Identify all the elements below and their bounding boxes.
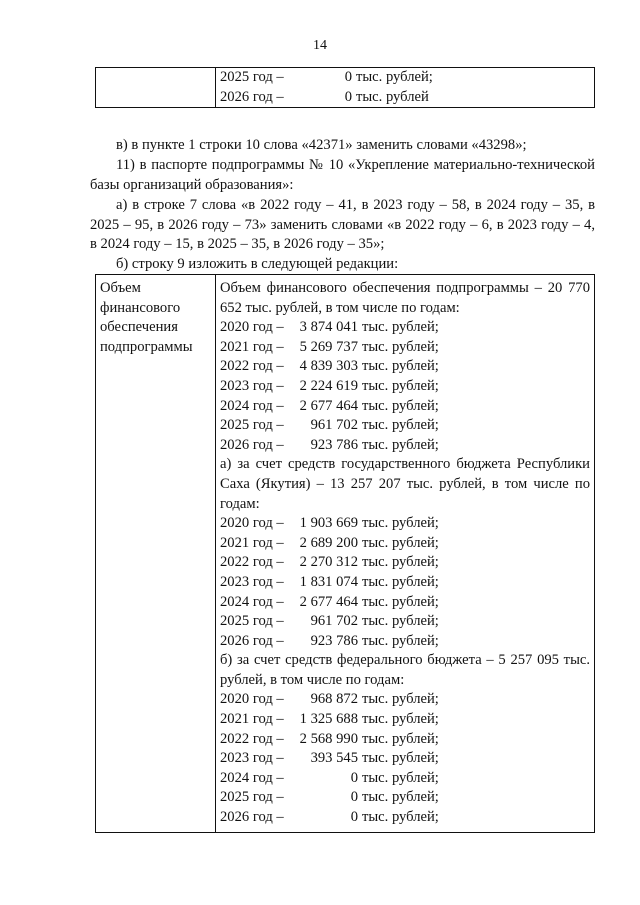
- unit: тыс. рублей;: [362, 613, 439, 630]
- year-row: [220, 534, 590, 554]
- amount: 1 831 074: [299, 573, 358, 590]
- amount: 2 224 619: [299, 377, 358, 394]
- year-row: [220, 730, 590, 750]
- unit: тыс. рублей;: [362, 397, 439, 414]
- unit: тыс. рублей: [356, 88, 429, 105]
- year-row: [220, 749, 590, 769]
- unit: тыс. рублей;: [362, 417, 439, 434]
- year-row: [220, 514, 590, 534]
- amount: 0: [350, 769, 358, 786]
- unit: тыс. рублей;: [362, 769, 439, 786]
- year-label: 2020 год –: [220, 319, 284, 336]
- amount: 2 677 464: [299, 397, 358, 414]
- amount: 1 903 669: [299, 515, 358, 532]
- unit: тыс. рублей;: [362, 554, 439, 571]
- amount: 961 702: [310, 417, 358, 434]
- year-label: 2026 год –: [220, 436, 284, 453]
- year-label: 2026 год –: [220, 88, 284, 105]
- year-row: [220, 690, 590, 710]
- amount: 1 325 688: [299, 711, 358, 728]
- year-label: 2025 год –: [220, 789, 284, 806]
- year-row: [220, 769, 590, 789]
- year-label: 2026 год –: [220, 632, 284, 649]
- year-row: [220, 416, 590, 436]
- amount: 961 702: [310, 613, 358, 630]
- financing-content-cell: [216, 275, 595, 833]
- amount: 4 839 303: [299, 358, 358, 375]
- year-row: [220, 808, 590, 828]
- year-label: 2025 год –: [220, 417, 284, 434]
- amount: 3 874 041: [299, 319, 358, 336]
- year-label: 2020 год –: [220, 515, 284, 532]
- state-rows: [220, 514, 590, 651]
- year-row: [220, 593, 590, 613]
- amount: 2 568 990: [299, 730, 358, 747]
- amount: 2 677 464: [299, 593, 358, 610]
- unit: тыс. рублей;: [356, 69, 433, 85]
- amount: 0: [350, 809, 358, 826]
- federal-budget-text: б) за счет средств федерального бюджета – 5 257 095 тыс. рублей, в том числе по годам:: [220, 652, 590, 688]
- unit: тыс. рублей;: [362, 730, 439, 747]
- total-rows: [220, 318, 590, 455]
- year-label: 2022 год –: [220, 554, 284, 571]
- year-label: 2022 год –: [220, 730, 284, 747]
- paragraph-11: 11) в паспорте подпрограммы № 10 «Укрепление материально-технической базы организаций образования»:: [90, 157, 595, 193]
- financing-table: [95, 274, 595, 833]
- unit: тыс. рублей;: [362, 436, 439, 453]
- unit: тыс. рублей;: [362, 534, 439, 551]
- year-row: [220, 88, 594, 108]
- continued-table: [95, 67, 595, 108]
- year-label: 2026 год –: [220, 809, 284, 826]
- unit: тыс. рублей;: [362, 789, 439, 806]
- amount: 393 545: [310, 750, 358, 767]
- year-row: [220, 397, 590, 417]
- unit: тыс. рублей;: [362, 632, 439, 649]
- year-row: [220, 573, 590, 593]
- amount: 968 872: [310, 691, 358, 708]
- amount: 0: [350, 789, 358, 806]
- page-number: 14: [313, 38, 327, 53]
- amount: 2 689 200: [299, 534, 358, 551]
- year-label: 2020 год –: [220, 691, 284, 708]
- paragraph-a: а) в строке 7 слова «в 2022 году – 41, в 2023 году – 58, в 2024 году – 35, в 2025 – 95, в 2026 году – 73» заменить словами «в 2022 году – 6, в 2023 году – 4, в 2024 году – 15, в 2025 – 35, в 2026 году – 35»;: [90, 197, 595, 253]
- unit: тыс. рублей;: [362, 809, 439, 826]
- year-label: 2024 год –: [220, 769, 284, 786]
- paragraph-v: в) в пункте 1 строки 10 слова «42371» заменить словами «43298»;: [116, 137, 527, 153]
- year-label: 2023 год –: [220, 377, 284, 394]
- year-label: 2025 год –: [220, 613, 284, 630]
- paragraph-b: б) строку 9 изложить в следующей редакции:: [116, 256, 399, 272]
- year-row: [220, 436, 590, 456]
- federal-rows: [220, 690, 590, 827]
- unit: тыс. рублей;: [362, 338, 439, 355]
- year-label: 2022 год –: [220, 358, 284, 375]
- unit: тыс. рублей;: [362, 691, 439, 708]
- unit: тыс. рублей;: [362, 319, 439, 336]
- year-label: 2021 год –: [220, 711, 284, 728]
- total-text: Объем финансового обеспечения подпрограммы – 20 770 652 тыс. рублей, в том числе по годам:: [220, 280, 590, 316]
- year-row: [220, 377, 590, 397]
- unit: тыс. рублей;: [362, 750, 439, 767]
- year-row: [220, 357, 590, 377]
- year-row: [220, 68, 594, 88]
- financing-label-cell: [96, 275, 216, 833]
- state-budget-text: а) за счет средств государственного бюджета Республики Саха (Якутия) – 13 257 207 тыс. рублей, в том числе по годам:: [220, 456, 590, 512]
- year-row: [220, 318, 590, 338]
- year-label: 2021 год –: [220, 534, 284, 551]
- continued-table-right-cell: [216, 68, 595, 108]
- year-row: [220, 788, 590, 808]
- year-label: 2023 год –: [220, 573, 284, 590]
- year-row: [220, 612, 590, 632]
- year-row: [220, 338, 590, 358]
- unit: тыс. рублей;: [362, 358, 439, 375]
- year-label: 2024 год –: [220, 593, 284, 610]
- amount: 2 270 312: [299, 554, 358, 571]
- continued-table-left-cell: [96, 68, 216, 108]
- unit: тыс. рублей;: [362, 515, 439, 532]
- unit: тыс. рублей;: [362, 573, 439, 590]
- financing-label: Объем финансового обеспечения подпрограммы: [100, 280, 193, 355]
- year-row: [220, 553, 590, 573]
- year-label: 2025 год –: [220, 69, 284, 85]
- amount: 5 269 737: [299, 338, 358, 355]
- amount: 0: [344, 88, 352, 105]
- year-label: 2024 год –: [220, 397, 284, 414]
- year-row: [220, 710, 590, 730]
- year-row: [220, 632, 590, 652]
- amount: 0: [344, 69, 352, 85]
- unit: тыс. рублей;: [362, 377, 439, 394]
- amount: 923 786: [310, 632, 358, 649]
- unit: тыс. рублей;: [362, 711, 439, 728]
- unit: тыс. рублей;: [362, 593, 439, 610]
- year-label: 2021 год –: [220, 338, 284, 355]
- year-label: 2023 год –: [220, 750, 284, 767]
- amount: 923 786: [310, 436, 358, 453]
